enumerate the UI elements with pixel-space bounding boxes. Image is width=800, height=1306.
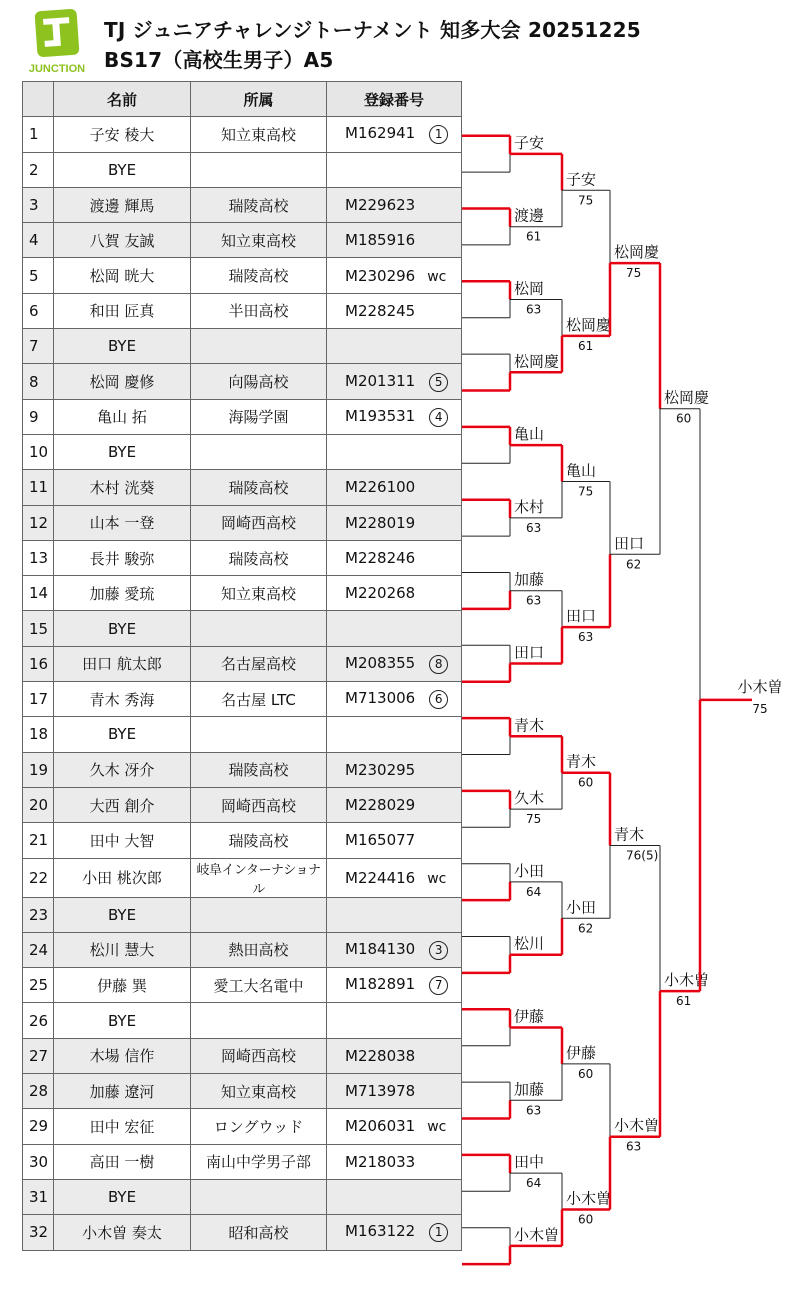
player-name: 田口 航太郎	[54, 646, 191, 681]
player-club: 昭和高校	[191, 1215, 327, 1250]
match-winner: 松岡慶	[566, 315, 612, 334]
match-winner: 田口	[614, 534, 645, 553]
match-winner: 子安	[514, 133, 545, 152]
match-score: 60	[578, 1066, 594, 1081]
draw-position: 10	[23, 434, 54, 469]
registration-number: M230296	[345, 266, 416, 285]
player-name: 亀山 拓	[54, 399, 191, 434]
player-name: BYE	[54, 1179, 191, 1214]
registration-number: M208355	[345, 653, 416, 672]
registration-number: M224416	[345, 868, 416, 887]
player-name: BYE	[54, 434, 191, 469]
player-name: BYE	[54, 1003, 191, 1038]
draw-position: 6	[23, 293, 54, 328]
player-club: 瑞陵高校	[191, 540, 327, 575]
player-name: 長井 駿弥	[54, 540, 191, 575]
player-club: 名古屋 LTC	[191, 682, 327, 717]
match-winner: 亀山	[566, 461, 597, 480]
draw-position: 21	[23, 823, 54, 858]
match-winner: 亀山	[514, 425, 545, 444]
registration-number: M230295	[345, 760, 416, 779]
match-winner: 小木曽	[614, 1116, 660, 1135]
draw-position: 27	[23, 1038, 54, 1073]
registration-number: M228246	[345, 549, 416, 567]
match-score: 60	[676, 411, 692, 426]
match-winner: 加藤	[514, 1080, 545, 1099]
match-winner: 青木	[514, 716, 545, 735]
player-name: 和田 匠真	[54, 293, 191, 328]
registration-number: M713006	[345, 689, 416, 708]
draw-position: 15	[23, 611, 54, 646]
match-score: 75	[578, 193, 594, 208]
seed-badge: 1	[429, 1223, 448, 1242]
match-winner: 松岡慶	[614, 243, 660, 262]
draw-position: 5	[23, 258, 54, 293]
player-name: 高田 一樹	[54, 1144, 191, 1179]
match-winner: 小木曽	[566, 1189, 612, 1208]
player-club: 知立東高校	[191, 576, 327, 611]
match-winner: 田口	[566, 607, 597, 626]
player-name: BYE	[54, 329, 191, 364]
player-club: 瑞陵高校	[191, 823, 327, 858]
match-score: 75	[526, 812, 542, 827]
player-club: 南山中学男子部	[191, 1144, 327, 1179]
match-winner: 小木曽	[664, 971, 710, 990]
seed-badge: 6	[429, 690, 448, 709]
player-club: 名古屋高校	[191, 646, 327, 681]
seed-badge: 3	[429, 941, 448, 960]
player-name: 久木 冴介	[54, 752, 191, 787]
player-club: 半田高校	[191, 293, 327, 328]
player-club: 岡崎西高校	[191, 787, 327, 822]
draw-position: 25	[23, 968, 54, 1003]
match-winner: 加藤	[514, 570, 545, 589]
draw-position: 7	[23, 329, 54, 364]
match-winner: 伊藤	[566, 1043, 597, 1062]
player-club: 岡崎西高校	[191, 505, 327, 540]
player-name: 田中 宏征	[54, 1109, 191, 1144]
draw-position: 3	[23, 187, 54, 222]
draw-position: 4	[23, 223, 54, 258]
draw-position: 23	[23, 897, 54, 932]
registration-number: M182891	[345, 975, 416, 994]
match-score: 62	[578, 921, 594, 936]
match-winner: 松岡慶	[664, 388, 710, 407]
player-name: 子安 稜大	[54, 117, 191, 152]
player-name: 小田 桃次郎	[54, 858, 191, 897]
draw-position: 28	[23, 1074, 54, 1109]
player-name: 木村 洸葵	[54, 470, 191, 505]
draw-position: 30	[23, 1144, 54, 1179]
match-winner: 木村	[514, 497, 545, 516]
match-score: 61	[526, 229, 542, 244]
player-name: 渡邊 輝馬	[54, 187, 191, 222]
seed-badge: 4	[429, 408, 448, 427]
draw-position: 32	[23, 1215, 54, 1250]
player-name: 加藤 遼河	[54, 1074, 191, 1109]
registration-number: M218033	[345, 1152, 416, 1171]
match-score: 75	[578, 484, 594, 499]
registration-number: M165077	[345, 831, 416, 850]
registration-number: M193531	[345, 406, 416, 425]
player-club: 知立東高校	[191, 117, 327, 152]
player-name: BYE	[54, 152, 191, 187]
player-club: 愛工大名電中	[191, 968, 327, 1003]
match-score: 63	[626, 1139, 642, 1154]
player-name: 田中 大智	[54, 823, 191, 858]
registration-number: M226100	[345, 478, 416, 497]
match-winner: 小田	[514, 861, 545, 880]
registration-number: M162941	[345, 124, 416, 143]
draw-position: 9	[23, 399, 54, 434]
registration-number: M206031	[345, 1117, 416, 1136]
match-score: 62	[626, 557, 642, 572]
player-name: BYE	[54, 611, 191, 646]
player-name: 小木曽 奏太	[54, 1215, 191, 1250]
registration-number: M185916	[345, 231, 416, 250]
registration-number: M228029	[345, 796, 416, 815]
player-club: 瑞陵高校	[191, 187, 327, 222]
draw-position: 16	[23, 646, 54, 681]
wildcard-badge: wc	[427, 870, 447, 887]
draw-position: 29	[23, 1109, 54, 1144]
page-subtitle: BS17（高校生男子）A5	[104, 48, 334, 72]
match-score: 60	[578, 775, 594, 790]
match-score: 64	[526, 884, 542, 899]
player-club: 知立東高校	[191, 223, 327, 258]
col-header-club: 所属	[191, 82, 327, 117]
match-winner: 青木	[614, 825, 645, 844]
registration-number: M201311	[345, 371, 416, 390]
player-club: 知立東高校	[191, 1074, 327, 1109]
draw-position: 11	[23, 470, 54, 505]
player-club: 向陽高校	[191, 364, 327, 399]
registration-number: M220268	[345, 584, 416, 603]
draw-position: 18	[23, 717, 54, 752]
champion-score: 75	[752, 701, 768, 716]
match-winner: 松岡	[514, 279, 545, 298]
player-name: 松岡 慶修	[54, 364, 191, 399]
player-name: 松川 慧大	[54, 932, 191, 967]
registration-number: M229623	[345, 196, 416, 215]
player-club: 熱田高校	[191, 932, 327, 967]
match-score: 63	[526, 520, 542, 535]
page-title: TJ ジュニアチャレンジトーナメント 知多大会 20251225	[104, 18, 641, 42]
player-club: 瑞陵高校	[191, 470, 327, 505]
match-score: 60	[578, 1212, 594, 1227]
match-winner: 子安	[566, 170, 597, 189]
player-name: 大西 創介	[54, 787, 191, 822]
draw-position: 2	[23, 152, 54, 187]
seed-badge: 8	[429, 655, 448, 674]
player-name: 松岡 晄大	[54, 258, 191, 293]
player-name: 木場 信作	[54, 1038, 191, 1073]
draw-position: 1	[23, 117, 54, 152]
registration-number: M713978	[345, 1082, 416, 1101]
player-club: 岡崎西高校	[191, 1038, 327, 1073]
match-score: 63	[578, 630, 594, 645]
draw-position: 12	[23, 505, 54, 540]
registration-number: M163122	[345, 1222, 416, 1241]
match-score: 63	[526, 593, 542, 608]
player-club: ロングウッド	[191, 1109, 327, 1144]
col-header-name: 名前	[54, 82, 191, 117]
player-club: 海陽学園	[191, 399, 327, 434]
logo-text: JUNCTION	[28, 63, 86, 75]
match-winner: 青木	[566, 752, 597, 771]
seed-badge: 7	[429, 976, 448, 995]
player-name: 加藤 愛琉	[54, 576, 191, 611]
player-club: 瑞陵高校	[191, 258, 327, 293]
draw-position: 31	[23, 1179, 54, 1214]
match-winner: 松川	[514, 934, 545, 953]
draw-position: 8	[23, 364, 54, 399]
registration-number: M228019	[345, 513, 416, 532]
player-name: BYE	[54, 897, 191, 932]
match-winner: 田口	[514, 643, 545, 662]
registration-number: M184130	[345, 939, 416, 958]
match-winner: 久木	[514, 789, 545, 808]
match-score: 61	[676, 994, 692, 1009]
match-score: 63	[526, 1103, 542, 1118]
draw-position: 22	[23, 858, 54, 897]
match-score: 61	[578, 338, 594, 353]
seed-badge: 5	[429, 373, 448, 392]
match-score: 76(5)	[626, 848, 659, 863]
match-winner: 伊藤	[514, 1007, 545, 1026]
match-winner: 渡邊	[514, 206, 545, 225]
champion-name: 小木曽	[737, 677, 783, 696]
match-winner: 田中	[514, 1153, 545, 1172]
player-name: 青木 秀海	[54, 682, 191, 717]
player-name: BYE	[54, 717, 191, 752]
match-score: 63	[526, 302, 542, 317]
draw-position: 20	[23, 787, 54, 822]
player-name: 伊藤 巽	[54, 968, 191, 1003]
draw-position: 19	[23, 752, 54, 787]
wildcard-badge: wc	[427, 1119, 447, 1136]
draw-position: 13	[23, 540, 54, 575]
wildcard-badge: wc	[427, 268, 447, 285]
player-name: 山本 一登	[54, 505, 191, 540]
draw-position: 17	[23, 682, 54, 717]
col-header-registration: 登録番号	[327, 82, 462, 117]
registration-number: M228038	[345, 1046, 416, 1065]
seed-badge: 1	[429, 125, 448, 144]
match-winner: 小田	[566, 898, 597, 917]
match-score: 64	[526, 1176, 542, 1191]
player-club: 瑞陵高校	[191, 752, 327, 787]
registration-number: M228245	[345, 301, 416, 320]
draw-position: 26	[23, 1003, 54, 1038]
draw-position: 14	[23, 576, 54, 611]
match-score: 75	[626, 266, 642, 281]
player-club: 岐阜インターナショナル	[191, 858, 327, 897]
match-winner: 松岡慶	[514, 352, 560, 371]
draw-position: 24	[23, 932, 54, 967]
player-name: 八賀 友誠	[54, 223, 191, 258]
match-winner: 小木曽	[514, 1225, 560, 1244]
